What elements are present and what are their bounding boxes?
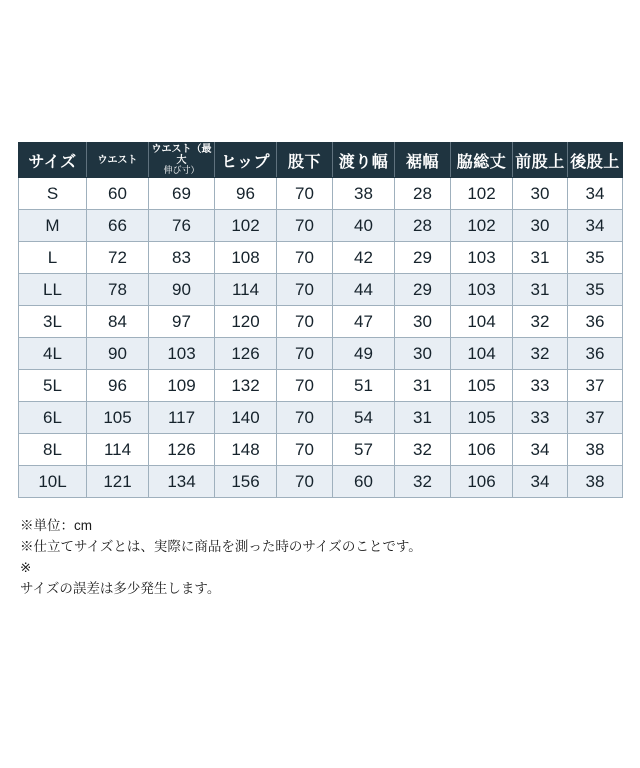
measurement-cell: 84 [87,306,149,338]
measurement-cell: 32 [513,306,568,338]
column-header-label: サイズ [28,153,77,171]
measurement-cell: 34 [568,178,623,210]
size-label-cell: 10L [19,466,87,498]
size-table-body [19,178,623,498]
note-line: サイズの誤差は多少発生します。 [20,580,221,596]
column-header-label: ウエスト（最大 [151,144,212,167]
measurement-cell: 33 [513,370,568,402]
measurement-cell: 140 [215,402,277,434]
measurement-cell: 54 [333,402,395,434]
note-line: ※ [20,559,32,575]
measurement-cell: 78 [87,274,149,306]
size-label-cell: 8L [19,434,87,466]
size-label-cell: 6L [19,402,87,434]
measurement-cell: 156 [215,466,277,498]
measurement-cell: 103 [451,274,513,306]
measurement-cell: 83 [149,242,215,274]
measurement-cell: 114 [215,274,277,306]
measurement-cell: 28 [395,210,451,242]
measurement-cell: 96 [215,178,277,210]
table-row [19,338,623,370]
measurement-cell: 51 [333,370,395,402]
measurement-cell: 117 [149,402,215,434]
table-row [19,274,623,306]
size-label-cell: M [19,210,87,242]
measurement-cell: 31 [395,370,451,402]
measurement-cell: 37 [568,402,623,434]
measurement-cell: 36 [568,338,623,370]
column-header-3 [215,143,277,178]
measurement-cell: 70 [277,338,333,370]
measurement-cell: 70 [277,370,333,402]
column-header-9 [568,143,623,178]
measurement-cell: 35 [568,242,623,274]
size-label-cell: 5L [19,370,87,402]
column-header-label: ヒップ [220,153,271,171]
measurement-cell: 126 [149,434,215,466]
table-row [19,370,623,402]
measurement-cell: 31 [513,274,568,306]
measurement-cell: 105 [451,370,513,402]
column-header-label: 脇総丈 [456,153,507,171]
measurement-cell: 90 [149,274,215,306]
measurement-cell: 76 [149,210,215,242]
measurement-cell: 28 [395,178,451,210]
column-header-label: 前股上 [515,153,565,171]
size-label-cell: LL [19,274,87,306]
measurement-cell: 70 [277,210,333,242]
measurement-cell: 30 [395,338,451,370]
measurement-cell: 120 [215,306,277,338]
measurement-cell: 33 [513,402,568,434]
measurement-cell: 102 [215,210,277,242]
measurement-cell: 104 [451,338,513,370]
measurement-cell: 108 [215,242,277,274]
column-header-label: ウエスト [97,154,138,166]
column-header-8 [513,143,568,178]
column-header-7 [451,143,513,178]
measurement-cell: 70 [277,306,333,338]
column-header-6 [395,143,451,178]
measurement-cell: 32 [395,434,451,466]
column-header-4 [277,143,333,178]
measurement-cell: 57 [333,434,395,466]
measurement-cell: 72 [87,242,149,274]
measurement-cell: 70 [277,434,333,466]
measurement-cell: 38 [568,434,623,466]
size-table [18,142,623,498]
measurement-cell: 42 [333,242,395,274]
table-header-row [19,143,623,178]
table-row [19,434,623,466]
measurement-cell: 97 [149,306,215,338]
measurement-cell: 70 [277,178,333,210]
measurement-cell: 126 [215,338,277,370]
measurement-cell: 134 [149,466,215,498]
measurement-cell: 44 [333,274,395,306]
table-row [19,402,623,434]
column-header-label: 裾幅 [405,153,439,171]
measurement-cell: 69 [149,178,215,210]
measurement-cell: 102 [451,178,513,210]
column-header-1 [87,143,149,178]
table-row [19,306,623,338]
table-row [19,210,623,242]
measurement-cell: 34 [513,466,568,498]
measurement-cell: 102 [451,210,513,242]
column-header-5 [333,143,395,178]
measurement-cell: 40 [333,210,395,242]
measurement-cell: 105 [451,402,513,434]
notes-block [20,516,620,600]
table-row [19,242,623,274]
column-header-0 [19,143,87,178]
measurement-cell: 34 [568,210,623,242]
size-table-container [18,142,622,498]
measurement-cell: 32 [513,338,568,370]
table-row [19,178,623,210]
measurement-cell: 70 [277,274,333,306]
measurement-cell: 35 [568,274,623,306]
measurement-cell: 29 [395,274,451,306]
measurement-cell: 70 [277,402,333,434]
measurement-cell: 30 [395,306,451,338]
measurement-cell: 70 [277,242,333,274]
measurement-cell: 96 [87,370,149,402]
measurement-cell: 103 [149,338,215,370]
measurement-cell: 103 [451,242,513,274]
measurement-cell: 90 [87,338,149,370]
measurement-cell: 114 [87,434,149,466]
size-label-cell: S [19,178,87,210]
measurement-cell: 106 [451,466,513,498]
note-line: ※仕立てサイズとは、実際に商品を測った時のサイズのことです。 [20,538,422,554]
measurement-cell: 66 [87,210,149,242]
measurement-cell: 31 [395,402,451,434]
size-label-cell: 3L [19,306,87,338]
measurement-cell: 32 [395,466,451,498]
size-label-cell: L [19,242,87,274]
measurement-cell: 105 [87,402,149,434]
measurement-cell: 34 [513,434,568,466]
measurement-cell: 49 [333,338,395,370]
measurement-cell: 104 [451,306,513,338]
measurement-cell: 148 [215,434,277,466]
column-header-2 [149,143,215,178]
measurement-cell: 29 [395,242,451,274]
measurement-cell: 106 [451,434,513,466]
table-row [19,466,623,498]
measurement-cell: 31 [513,242,568,274]
measurement-cell: 109 [149,370,215,402]
column-header-label: 後股上 [570,153,620,171]
measurement-cell: 36 [568,306,623,338]
measurement-cell: 38 [333,178,395,210]
measurement-cell: 70 [277,466,333,498]
measurement-cell: 60 [87,178,149,210]
column-header-sublabel: 伸び寸） [163,165,200,176]
measurement-cell: 30 [513,178,568,210]
column-header-label: 股下 [287,153,321,171]
measurement-cell: 38 [568,466,623,498]
size-table-header [19,143,623,178]
size-label-cell: 4L [19,338,87,370]
measurement-cell: 60 [333,466,395,498]
note-line: ※単位：cm [20,518,92,533]
measurement-cell: 47 [333,306,395,338]
column-header-label: 渡り幅 [338,153,389,171]
measurement-cell: 132 [215,370,277,402]
measurement-cell: 37 [568,370,623,402]
measurement-cell: 30 [513,210,568,242]
measurement-cell: 121 [87,466,149,498]
